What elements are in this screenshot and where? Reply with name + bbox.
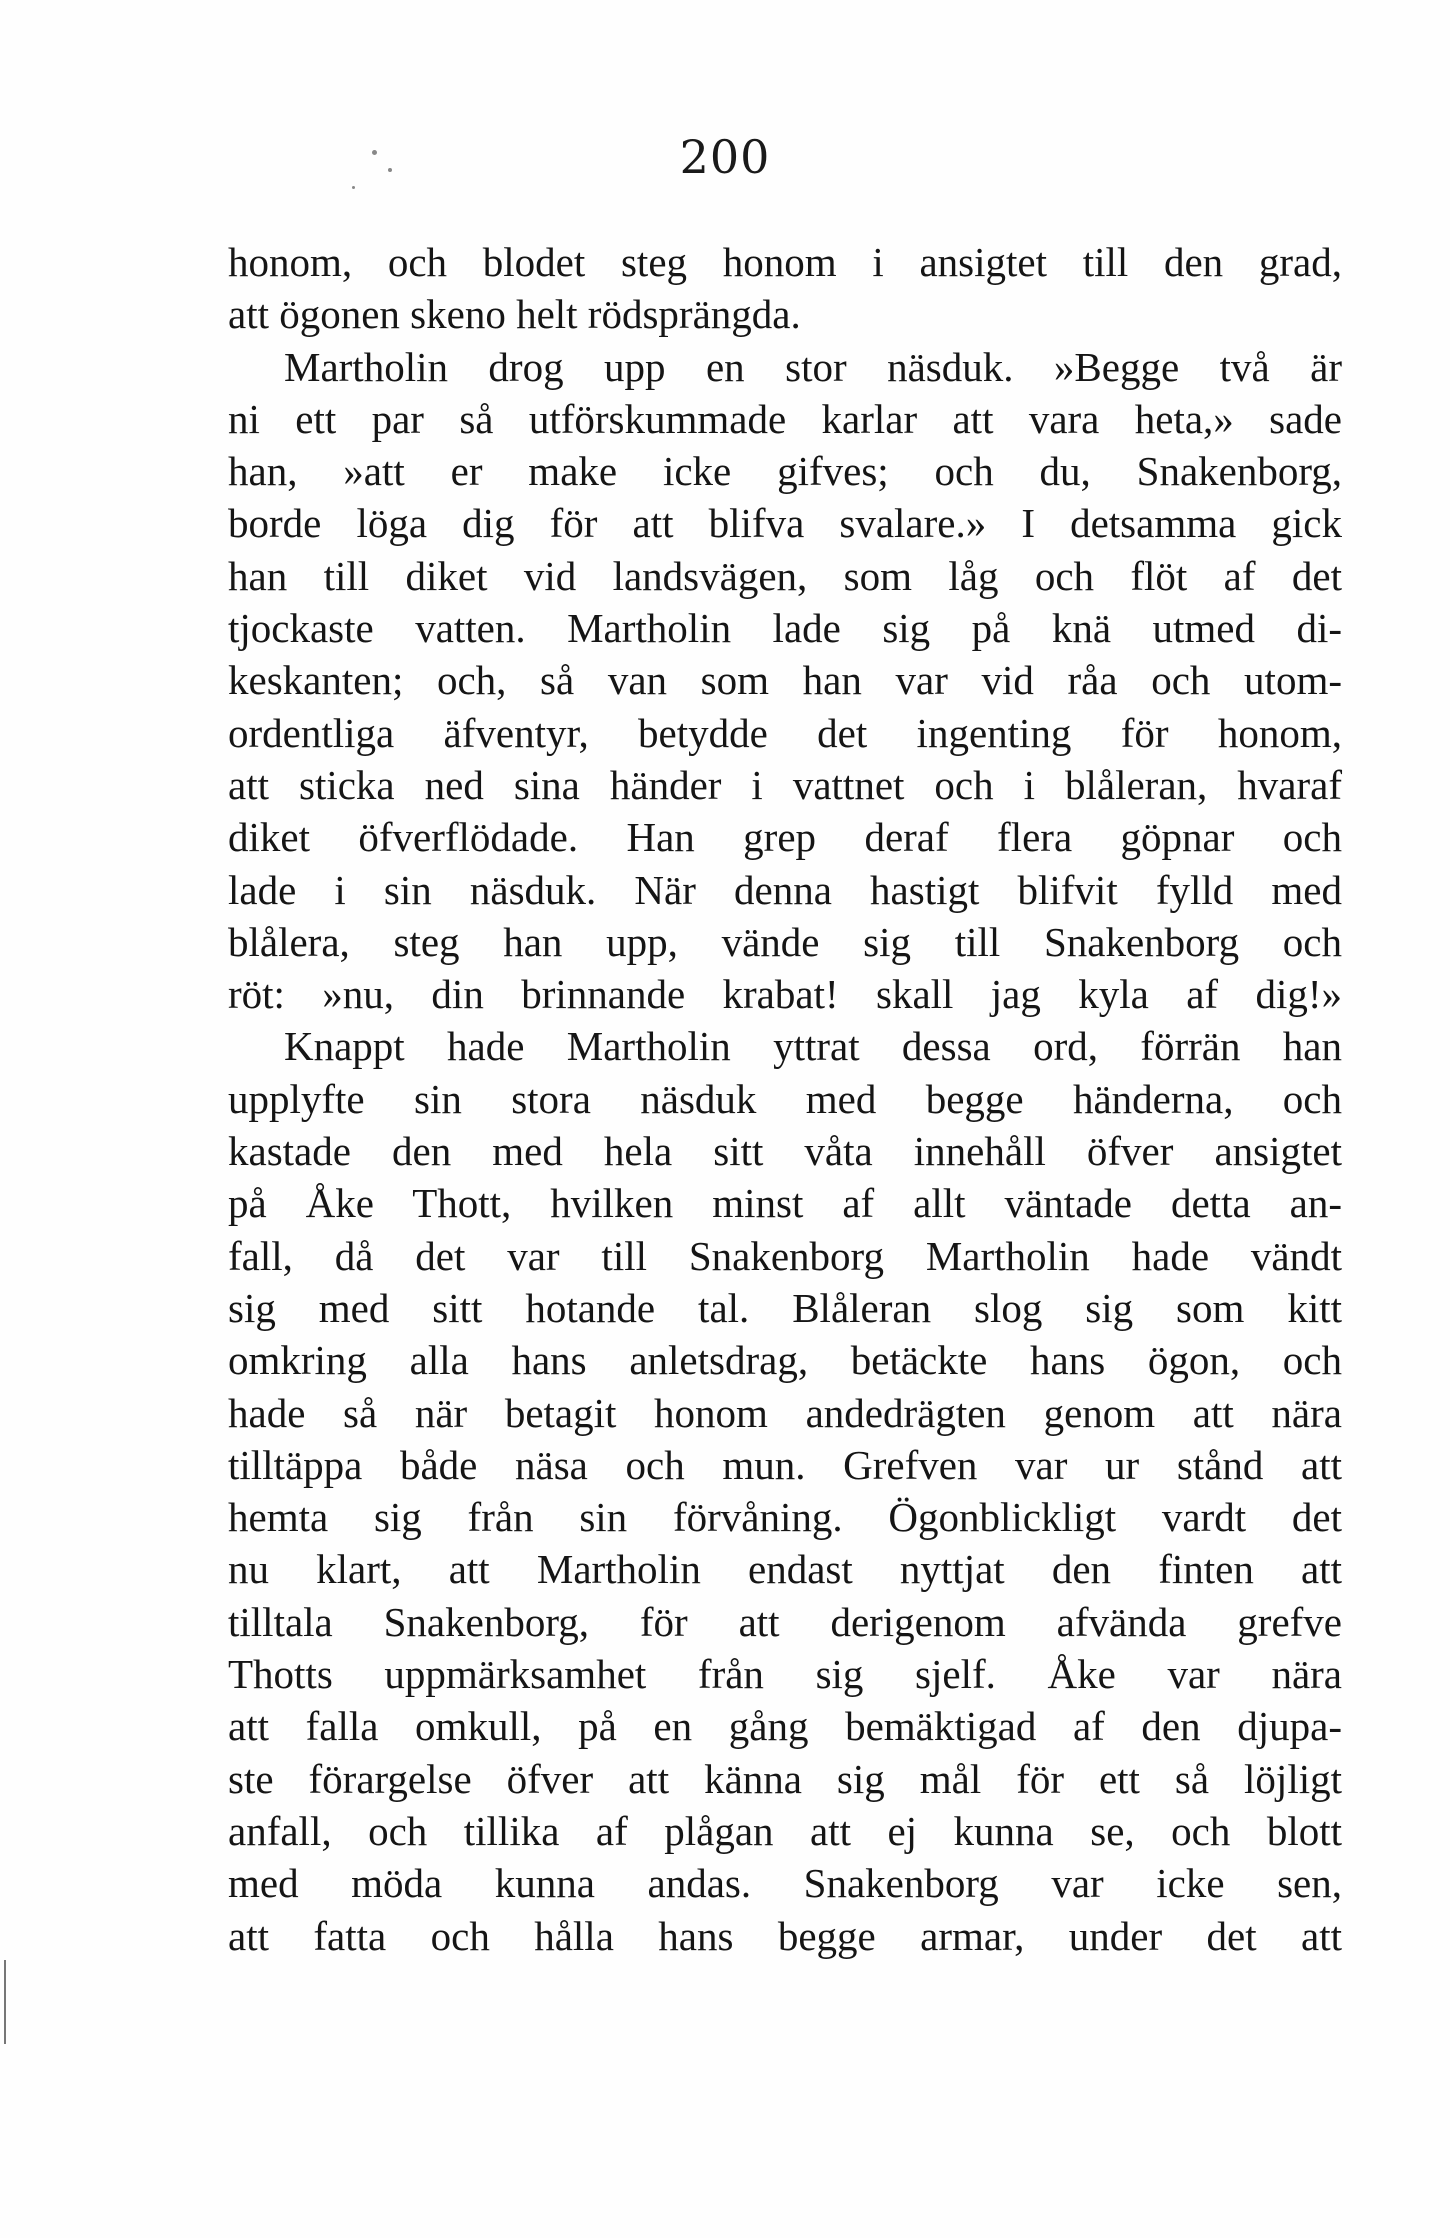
text-line: att falla omkull, på en gång bemäktigad af den djupa- xyxy=(228,1703,1342,1750)
text-line: tilltala Snakenborg, för att derigenom afvända grefve xyxy=(228,1598,1342,1645)
text-line: att sticka ned sina händer i vattnet och i blåleran, hvaraf xyxy=(228,761,1342,808)
text-line: tjockaste vatten. Martholin lade sig på knä utmed di- xyxy=(228,605,1342,652)
text-line: fall, då det var till Snakenborg Martholin hade vändt xyxy=(228,1232,1342,1279)
text-line: anfall, och tillika af plågan att ej kunna se, och blott xyxy=(228,1807,1342,1854)
text-line: Knappt hade Martholin yttrat dessa ord, förrän han xyxy=(284,1023,1342,1070)
text-line: röt: »nu, din brinnande krabat! skall jag kyla af dig!» xyxy=(228,971,1342,1018)
text-line: ni ett par så utförskummade karlar att vara heta,» sade xyxy=(228,395,1342,442)
page-number: 200 xyxy=(679,130,771,184)
text-line: ordentliga äfventyr, betydde det ingenting för honom, xyxy=(228,709,1342,756)
text-line: han, »att er make icke gifves; och du, Snakenborg, xyxy=(228,448,1342,495)
text-line: han till diket vid landsvägen, som låg och flöt af det xyxy=(228,552,1342,599)
text-line: att ögonen skeno helt rödsprängda. xyxy=(228,291,801,338)
text-line: Thotts uppmärksamhet från sig sjelf. Åke var nära xyxy=(228,1651,1342,1698)
text-line: sig med sitt hotande tal. Blåleran slog sig som kitt xyxy=(228,1284,1342,1331)
body-text xyxy=(228,236,1342,1962)
text-line: tilltäppa både näsa och mun. Grefven var ur stånd att xyxy=(228,1441,1342,1488)
text-line: hemta sig från sin förvåning. Ögonblickligt vardt det xyxy=(228,1494,1342,1541)
text-line: honom, och blodet steg honom i ansigtet till den grad, xyxy=(228,239,1342,285)
text-line: Martholin drog upp en stor näsduk. »Begge två är xyxy=(284,343,1342,390)
text-line: keskanten; och, så van som han var vid råa och utom- xyxy=(228,657,1342,704)
print-speck xyxy=(352,186,355,189)
text-line: hade så när betagit honom andedrägten genom att nära xyxy=(228,1389,1342,1436)
text-line: lade i sin näsduk. När denna hastigt blifvit fylld med xyxy=(228,866,1342,913)
text-line: nu klart, att Martholin endast nyttjat den finten att xyxy=(228,1546,1342,1593)
text-line: med möda kunna andas. Snakenborg var icke sen, xyxy=(228,1860,1342,1907)
text-line: omkring alla hans anletsdrag, betäckte hans ögon, och xyxy=(228,1337,1342,1384)
text-line: upplyfte sin stora näsduk med begge händerna, och xyxy=(228,1075,1342,1122)
text-line: diket öfverflödade. Han grep deraf flera göpnar och xyxy=(228,814,1342,861)
text-line: att fatta och hålla hans begge armar, under det att xyxy=(228,1912,1342,1959)
text-line: kastade den med hela sitt våta innehåll öfver ansigtet xyxy=(228,1128,1342,1175)
text-line: blålera, steg han upp, vände sig till Snakenborg och xyxy=(228,918,1342,965)
scan-edge-mark xyxy=(4,1960,6,2044)
text-line: på Åke Thott, hvilken minst af allt väntade detta an- xyxy=(228,1180,1342,1227)
text-line: borde löga dig för att blifva svalare.» I detsamma gick xyxy=(228,500,1342,547)
text-line: ste förargelse öfver att känna sig mål för ett så löjligt xyxy=(228,1755,1342,1802)
